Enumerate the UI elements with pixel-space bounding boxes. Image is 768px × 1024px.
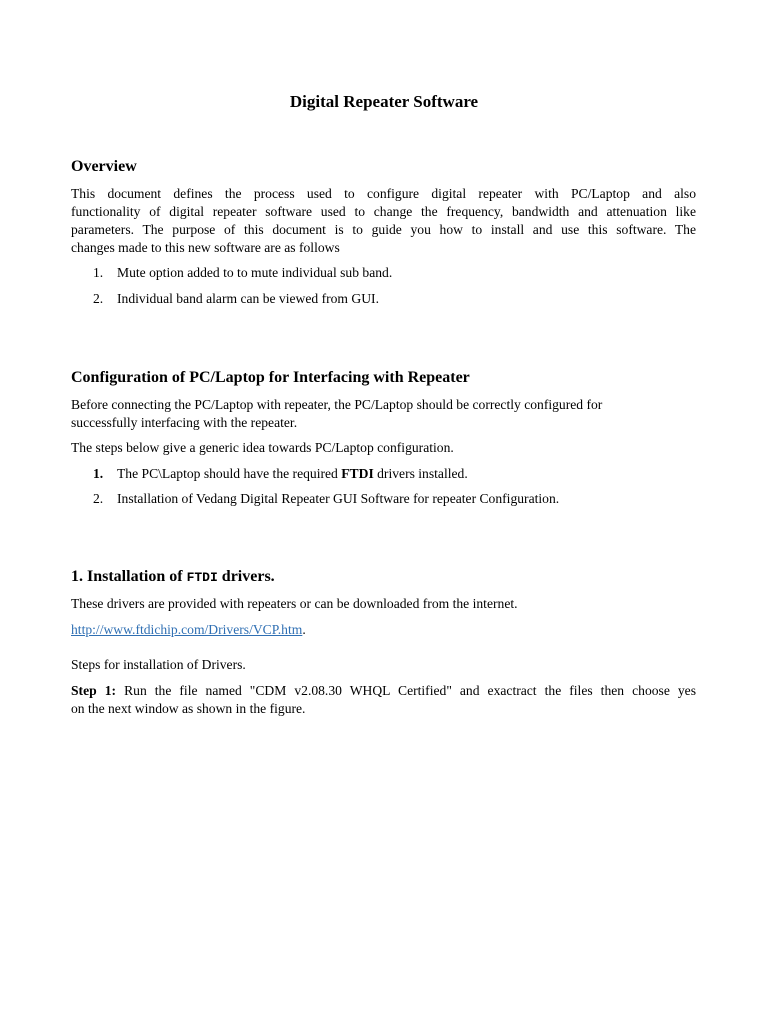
list-item	[93, 264, 392, 282]
install-heading-prefix: 1. Installation of	[71, 568, 187, 585]
page-title: Digital Repeater Software	[289, 92, 479, 111]
ftdi-link-line	[71, 621, 696, 639]
list-text: Installation of Vedang Digital Repeater GUI Software for repeater Configuration.	[117, 491, 560, 506]
ftdi-link[interactable]: http://www.ftdichip.com/Drivers/VCP.htm	[71, 622, 303, 637]
install-heading-suffix: drivers.	[217, 568, 275, 585]
config-heading: Configuration of PC/Laptop for Interfacing with Repeater	[71, 369, 470, 386]
install-steps-intro: Steps for installation of Drivers.	[71, 657, 246, 672]
step-1	[71, 682, 696, 718]
config-line: Before connecting the PC/Laptop with repeater, the PC/Laptop should be correctly configured for	[71, 397, 603, 412]
list-text: Individual band alarm can be viewed from GUI.	[117, 291, 379, 306]
list-text: The PC\Laptop should have the required	[117, 466, 342, 481]
install-paragraph: These drivers are provided with repeaters or can be downloaded from the internet.	[71, 596, 518, 611]
install-heading-ftdi: FTDI	[186, 570, 218, 585]
list-item	[93, 465, 468, 483]
step-1-line: on the next window as shown in the figure.	[71, 701, 306, 716]
list-number: 1.	[93, 466, 104, 481]
overview-line: This document defines the process used to configure digital repeater with PC/Laptop and also	[71, 186, 696, 201]
overview-line: parameters. The purpose of this document is to guide you how to install and use this software. The	[71, 222, 696, 237]
list-item	[93, 290, 379, 308]
ftdi-bold-text: FTDI	[341, 466, 374, 481]
step-1-text: Run the file named "CDM v2.08.30 WHQL Certified" and exactract the files then choose yes	[116, 683, 697, 698]
link-suffix: .	[302, 622, 306, 637]
overview-paragraph	[71, 185, 696, 257]
list-number: 2.	[93, 491, 104, 506]
list-text: Mute option added to to mute individual sub band.	[117, 265, 393, 280]
install-heading	[71, 567, 275, 588]
list-number: 1.	[93, 265, 104, 280]
config-paragraph	[71, 396, 696, 432]
list-item	[93, 490, 559, 508]
list-text: drivers installed.	[373, 466, 468, 481]
step-1-line	[71, 682, 696, 700]
list-number: 2.	[93, 291, 104, 306]
config-line: successfully interfacing with the repeater.	[71, 415, 298, 430]
overview-line: changes made to this new software are as follows	[71, 240, 340, 255]
overview-heading: Overview	[71, 158, 137, 175]
step-1-label: Step 1:	[71, 683, 117, 698]
overview-line: functionality of digital repeater software used to change the frequency, bandwidth and attenuation like	[71, 204, 696, 219]
config-paragraph-2: The steps below give a generic idea towards PC/Laptop configuration.	[71, 440, 454, 455]
